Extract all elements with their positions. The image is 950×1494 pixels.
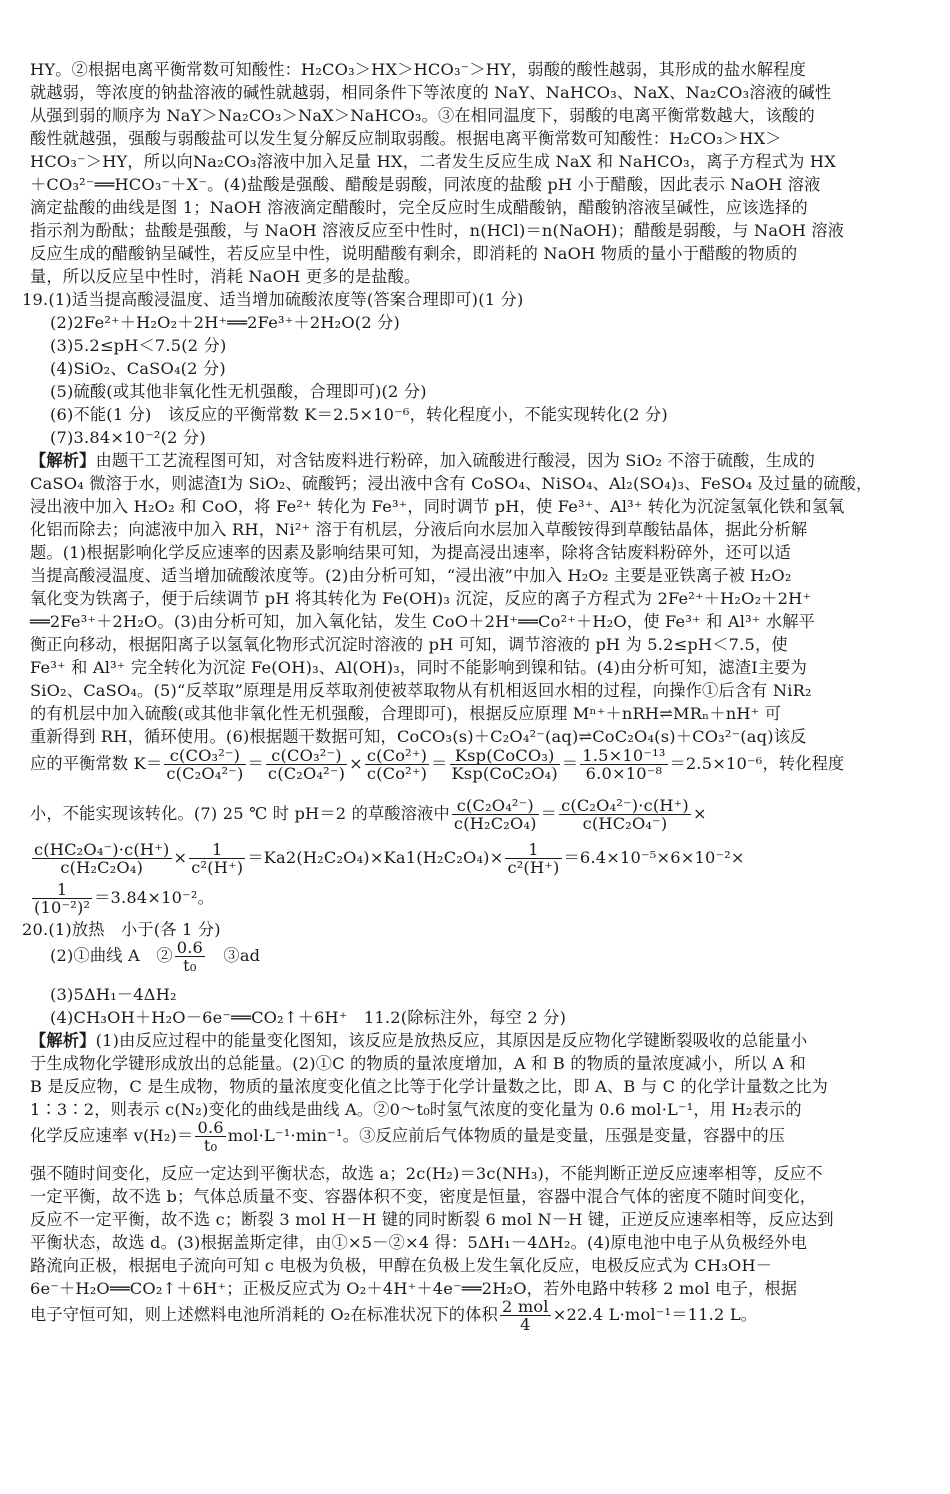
fraction: $\frac{1}{\text{(10⁻²)²}}$ bbox=[34, 880, 91, 917]
fraction: $\frac{\text{c(HC₂O₄⁻)·c(H⁺)}}{\text{c(H₂C₂O₄)}}$ bbox=[34, 840, 170, 877]
text-line: 1∶3∶2，则表示 c(N₂)变化的曲线是曲线 A。②0～t₀时氢气浓度的变化量为 0.6 mol·L⁻¹，用 H₂表示的 bbox=[30, 1100, 802, 1119]
text-line: 就越弱，等浓度的钠盐溶液的碱性就越弱，相同条件下等浓度的 NaY、NaHCO₃、NaX、Na₂CO₃溶液的碱性 bbox=[30, 83, 832, 102]
text-line: 路流向正极，根据电子流向可知 c 电极为负极，甲醇在负极上发生氧化反应，电极反应式为 CH₃OH－ bbox=[30, 1256, 773, 1275]
text-line: Fe³⁺ 和 Al³⁺ 完全转化为沉淀 Fe(OH)₃、Al(OH)₃，同时不能影响到镍和钴。(4)由分析可知，滤渣Ⅰ主要为 bbox=[30, 658, 807, 677]
oxalic-acid-result: $\frac{1}{\text{(10⁻²)²}}$ ＝3.84×10⁻²。 bbox=[34, 880, 214, 917]
text-line: HY。②根据电离平衡常数可知酸性：H₂CO₃＞HX＞HCO₃⁻＞HY，弱酸的酸性越弱，其形成的盐水解程度 bbox=[30, 60, 806, 79]
q19-answer-6: (6)不能(1 分) 该反应的平衡常数 K＝2.5×10⁻⁶，转化程度小，不能实现转化(2 分) bbox=[50, 405, 668, 424]
text-line: 浸出液中加入 H₂O₂ 和 CoO，将 Fe²⁺ 转化为 Fe³⁺，同时调节 pH，使 Fe³⁺、Al³⁺ 转化为沉淀氢氧化铁和氢氧 bbox=[30, 497, 845, 516]
text-line: 重新得到 RH，循环使用。(6)根据题干数据可知，CoCO₃(s)＋C₂O₄²⁻(aq)⇌CoC₂O₄(s)＋CO₃²⁻(aq)该反 bbox=[30, 727, 807, 746]
analysis-label: 【解析】 bbox=[30, 1031, 96, 1050]
q19-answer-7: (7)3.84×10⁻²(2 分) bbox=[50, 428, 206, 447]
text-line: 反应生成的醋酸钠呈碱性，若反应呈中性，说明醋酸有剩余，即消耗的 NaOH 物质的量小于醋酸的物质的 bbox=[30, 244, 798, 263]
text-line: ══2Fe³⁺＋2H₂O。(3)由分析可知，加入氧化钴，发生 CoO＋2H⁺══Co²⁺＋H₂O，使 Fe³⁺ 和 Al³⁺ 水解平 bbox=[30, 612, 816, 631]
text-line: 衡正向移动，根据阳离子以氢氧化物形式沉淀时溶液的 pH 可知，调节溶液的 pH 为 5.2≤pH＜7.5，使 bbox=[30, 635, 788, 654]
text-line: HCO₃⁻＞HY，所以向Na₂CO₃溶液中加入足量 HX，二者发生反应生成 NaX 和 NaHCO₃，离子方程式为 HX bbox=[30, 152, 836, 171]
fraction: $\frac{\text{c(C₂O₄²⁻)·c(H⁺)}}{\text{c(HC₂O₄⁻)}}$ bbox=[561, 796, 689, 833]
analysis-label: 【解析】 bbox=[30, 451, 96, 470]
text-line: 平衡状态，故选 d。(3)根据盖斯定律，由①×5－②×4 得：5ΔH₁－4ΔH₂。(4)原电池中电子从负极经外电 bbox=[30, 1233, 808, 1252]
text-line: 于生成物化学键形成放出的总能量。(2)①C 的物质的量浓度增加，A 和 B 的物质的量浓度减小，所以 A 和 bbox=[30, 1054, 806, 1073]
text-line: 指示剂为酚酞；盐酸是强酸，与 NaOH 溶液反应至中性时，n(HCl)＝n(NaOH)；醋酸是弱酸，与 NaOH 溶液 bbox=[30, 221, 845, 240]
text-line: 化铝而除去；向滤液中加入 RH，Ni²⁺ 溶于有机层，分液后向水层加入草酸铵得到草酸钴晶体，据此分析解 bbox=[30, 520, 808, 539]
fraction: $\frac{\text{c(CO₃²⁻)}}{\text{c(C₂O₄²⁻)}}$ bbox=[267, 746, 346, 783]
text-line: CaSO₄ 微溶于水，则滤渣Ⅰ为 SiO₂、硫酸钙；浸出液中含有 CoSO₄、NiSO₄、Al₂(SO₄)₃、FeSO₄ 及过量的硫酸， bbox=[30, 474, 873, 493]
text-line: 的有机层中加入硫酸(或其他非氧化性无机强酸，合理即可)，根据反应原理 Mⁿ⁺＋nRH⇌MRₙ＋nH⁺ 可 bbox=[30, 704, 782, 723]
fraction: $\frac{\text{c(Co²⁺)}}{\text{c(Co²⁺)}}$ bbox=[366, 746, 428, 783]
q19-answer-2: (2)2Fe²⁺＋H₂O₂＋2H⁺══2Fe³⁺＋2H₂O(2 分) bbox=[50, 313, 401, 332]
text-line: ＋CO₃²⁻══HCO₃⁻＋X⁻。(4)盐酸是强酸、醋酸是弱酸，同浓度的盐酸 pH 小于醋酸，因此表示 NaOH 溶液 bbox=[30, 175, 821, 194]
q20-answer-3: (3)5ΔH₁－4ΔH₂ bbox=[50, 985, 177, 1004]
equilibrium-constant-equation: 应的平衡常数 K＝ $\frac{\text{c(CO₃²⁻)}}{\text{c(C₂O₄²⁻)}}$ ＝ $\frac{\text{c(CO₃²⁻)}}{\text{c(C₂O₄²⁻)}}$ × $\frac{\text{c(Co²⁺)}}{\text{c(Co²⁺)}}$ ＝ $\frac{\text{Ksp(CoCO₃)}}{\text{Ksp(CoC₂O₄)}}$ ＝ $\frac{\text{1.5×10⁻¹³}}{\text{6.0×10⁻⁸}}$ ＝2.5×10⁻⁶，转化程度 bbox=[30, 746, 845, 783]
fraction: $\frac{\text{2 mol}}{4}$ bbox=[501, 1297, 549, 1334]
q20-answer-4: (4)CH₃OH＋H₂O－6e⁻══CO₂↑＋6H⁺ 11.2(除标注外，每空 2 分) bbox=[50, 1008, 567, 1027]
q19-analysis: 【解析】由题干工艺流程图可知，对含钴废料进行粉碎，加入硫酸进行酸浸，因为 SiO₂ 不溶于硫酸，生成的 bbox=[30, 451, 815, 470]
text-line: 化学反应速率 v(H₂)＝ $\frac{0.6}{\text{t₀}}$ mol·L⁻¹·min⁻¹。③反应前后气体物质的量是变量，压强是变量，容器中的压 bbox=[30, 1118, 786, 1155]
oxalic-acid-equation-2: $\frac{\text{c(HC₂O₄⁻)·c(H⁺)}}{\text{c(H₂C₂O₄)}}$ × $\frac{1}{\text{c²(H⁺)}}$ ＝Ka2(H₂C₂O₄)×Ka1(H₂C₂O₄)× $\frac{1}{\text{c²(H⁺)}}$ ＝6.4×10⁻⁵×6×10⁻²× bbox=[34, 840, 745, 877]
text-line: 滴定盐酸的曲线是图 1；NaOH 溶液滴定醋酸时，完全反应时生成醋酸钠，醋酸钠溶液呈碱性，应该选择的 bbox=[30, 198, 808, 217]
text-line: 反应不一定平衡，故不选 c；断裂 3 mol H－H 键的同时断裂 6 mol N－H 键，正逆反应速率相等，反应达到 bbox=[30, 1210, 834, 1229]
q20-answer-1: 20.(1)放热 小于(各 1 分) bbox=[22, 920, 221, 939]
fraction: $\frac{\text{c(CO₃²⁻)}}{\text{c(C₂O₄²⁻)}}$ bbox=[166, 746, 244, 783]
text-line: 题。(1)根据影响化学反应速率的因素及影响结果可知，为提高浸出速率，除将含钴废料粉碎外，还可以适 bbox=[30, 543, 791, 562]
text-line: B 是反应物，C 是生成物，物质的量浓度变化值之比等于化学计量数之比，即 A、B 与 C 的化学计量数之比为 bbox=[30, 1077, 828, 1096]
q20-analysis: 【解析】(1)由反应过程中的能量变化图知，该反应是放热反应，其原因是反应物化学键断裂吸收的总能量小 bbox=[30, 1031, 808, 1050]
fraction: $\frac{0.6}{\text{t₀}}$ bbox=[176, 938, 204, 975]
fraction: $\frac{1}{\text{c²(H⁺)}}$ bbox=[191, 840, 244, 877]
text-line: 6e⁻＋H₂O══CO₂↑＋6H⁺；正极反应式为 O₂＋4H⁺＋4e⁻══2H₂O，若外电路中转移 2 mol 电子，根据 bbox=[30, 1279, 798, 1298]
q19-answer-1: 19.(1)适当提高酸浸温度、适当增加硫酸浓度等(答案合理即可)(1 分) bbox=[22, 290, 524, 309]
text-line: 氧化变为铁离子，便于后续调节 pH 将其转化为 Fe(OH)₃ 沉淀，反应的离子方程式为 2Fe²⁺＋H₂O₂＋2H⁺ bbox=[30, 589, 812, 608]
q19-answer-3: (3)5.2≤pH＜7.5(2 分) bbox=[50, 336, 227, 355]
fraction: $\frac{\text{Ksp(CoCO₃)}}{\text{Ksp(CoC₂O₄)}}$ bbox=[451, 746, 558, 783]
text-line: SiO₂、CaSO₄。(5)“反萃取”原理是用反萃取剂使被萃取物从有机相返回水相的过程，向操作①后含有 NiR₂ bbox=[30, 681, 812, 700]
fraction: $\frac{\text{1.5×10⁻¹³}}{\text{6.0×10⁻⁸}}$ bbox=[582, 746, 666, 783]
q19-answer-5: (5)硫酸(或其他非氧化性无机强酸，合理即可)(2 分) bbox=[50, 382, 427, 401]
text-line: 量，所以反应呈中性时，消耗 NaOH 更多的是盐酸。 bbox=[30, 267, 421, 286]
fraction: $\frac{\text{c(C₂O₄²⁻)}}{\text{c(H₂C₂O₄)}}$ bbox=[453, 796, 537, 833]
text-line: 一定平衡，故不选 b；气体总质量不变、容器体积不变，密度是恒量，容器中混合气体的密度不随时间变化， bbox=[30, 1187, 817, 1206]
text-line: 电子守恒可知，则上述燃料电池所消耗的 O₂在标准状况下的体积 $\frac{\text{2 mol}}{4}$ ×22.4 L·mol⁻¹＝11.2 L。 bbox=[30, 1297, 758, 1334]
text-line: 强不随时间变化，反应一定达到平衡状态，故选 a；2c(H₂)＝3c(NH₃)，不能判断正逆反应速率相等，反应不 bbox=[30, 1164, 823, 1183]
text-line: 当提高酸浸温度、适当增加硫酸浓度等。(2)由分析可知，“浸出液”中加入 H₂O₂ 主要是亚铁离子被 H₂O₂ bbox=[30, 566, 792, 585]
oxalic-acid-equation-1: 小，不能实现该转化。(7) 25 ℃ 时 pH＝2 的草酸溶液中 $\frac{\text{c(C₂O₄²⁻)}}{\text{c(H₂C₂O₄)}}$ ＝ $\frac{\text{c(C₂O₄²⁻)·c(H⁺)}}{\text{c(HC₂O₄⁻)}}$ × bbox=[30, 796, 707, 833]
text-line: 从强到弱的顺序为 NaY＞Na₂CO₃＞NaX＞NaHCO₃。③在相同温度下，弱酸的电离平衡常数越大，该酸的 bbox=[30, 106, 815, 125]
fraction: $\frac{0.6}{\text{t₀}}$ bbox=[197, 1118, 224, 1155]
text-line: 酸性就越强，强酸与弱酸盐可以发生复分解反应制取弱酸。根据电离平衡常数可知酸性：H₂CO₃＞HX＞ bbox=[30, 129, 782, 148]
fraction: $\frac{1}{\text{c²(H⁺)}}$ bbox=[507, 840, 560, 877]
q20-answer-2: (2)①曲线 A ② $\frac{0.6}{\text{t₀}}$ ③ad bbox=[50, 938, 261, 975]
q19-answer-4: (4)SiO₂、CaSO₄(2 分) bbox=[50, 359, 226, 378]
